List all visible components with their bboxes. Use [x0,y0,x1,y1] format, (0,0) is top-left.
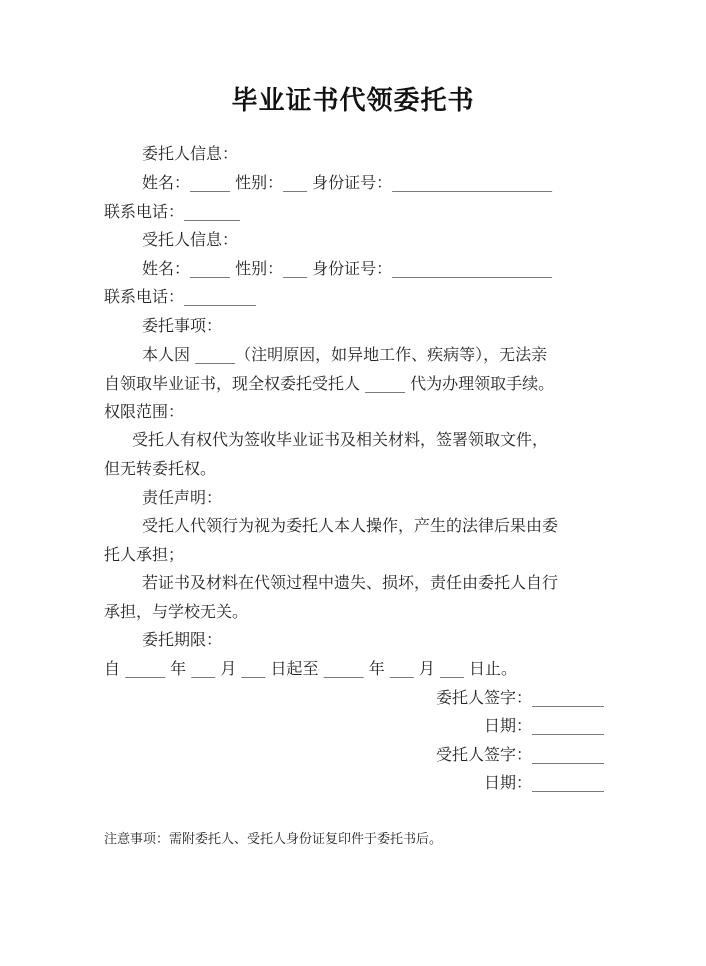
footer-note: 注意事项：需附委托人、受托人身份证复印件于委托书后。 [104,832,443,847]
agent-id-line: 姓名：_____ 性别：___ 身份证号：____________________ [142,259,553,278]
principal-date-line: 日期：_________ [483,716,604,735]
agent-heading: 受托人信息： [142,230,239,249]
liability-p1-line-2: 托人承担； [104,545,185,564]
principal-signature-line: 委托人签字：_________ [435,688,604,707]
document-title: 毕业证书代领委托书 [231,86,475,116]
principal-heading: 委托人信息： [142,144,239,163]
agent-phone-line: 联系电话：_________ [104,287,257,306]
period-line: 自 _____ 年 ___ 月 ___ 日起至 _____ 年 ___ 月 ___ 日止。 [104,659,518,678]
scope-heading: 权限范围： [104,402,185,421]
agent-date-line: 日期：_________ [483,773,604,792]
principal-phone-line: 联系电话：_______ [104,202,241,221]
matters-line-2: 自领取毕业证书，现全权委托受托人 _____ 代为办理领取手续。 [104,374,555,393]
matters-heading: 委托事项： [142,316,223,335]
liability-p2-line-2: 承担，与学校无关。 [104,602,249,621]
principal-id-line: 姓名：_____ 性别：___ 身份证号：____________________ [142,173,553,192]
matters-line-1: 本人因 _____（注明原因，如异地工作、疾病等），无法亲 [142,345,548,364]
liability-heading: 责任声明： [142,488,223,507]
liability-p1-line-1: 受托人代领行为视为委托人本人操作，产生的法律后果由委 [142,516,559,535]
liability-p2-line-1: 若证书及材料在代领过程中遗失、损坏，责任由委托人自行 [142,573,559,592]
agent-signature-line: 受托人签字：_________ [435,745,604,764]
scope-line-1: 受托人有权代为签收毕业证书及相关材料，签署领取文件， [132,430,549,449]
period-heading: 委托期限： [142,630,223,649]
scope-line-2: 但无转委托权。 [104,459,217,478]
